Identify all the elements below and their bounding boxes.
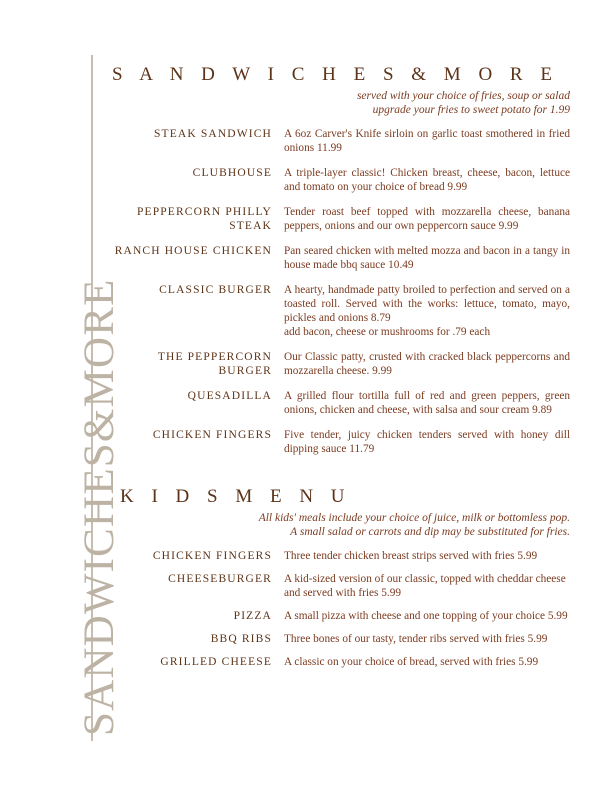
menu-item-description: Three tender chicken breast strips served with fries 5.99: [284, 550, 538, 562]
menu-item-description: A small pizza with cheese and one topping of your choice 5.99: [284, 610, 568, 622]
menu-item-description: Pan seared chicken with melted mozza and bacon in a tangy in house made bbq sauce 10.49: [284, 245, 570, 271]
menu-list-sandwiches: [110, 127, 570, 456]
menu-item-name: THE PEPPERCORN BURGER: [157, 351, 272, 377]
menu-item-row: [110, 609, 570, 623]
menu-item-row: [110, 127, 570, 155]
menu-item-row: [110, 549, 570, 563]
section-heading-kids-menu: K I D S M E N U: [120, 486, 352, 507]
section-note-line: A small salad or carrots and dip may be substituted for fries.: [290, 525, 570, 538]
menu-item-description: Five tender, juicy chicken tenders served with honey dill dipping sauce 11.79: [284, 429, 570, 455]
section-heading-sandwiches: S A N D W I C H E S & M O R E: [112, 64, 559, 85]
menu-item-row: [110, 166, 570, 194]
menu-item-name: PEPPERCORN PHILLY STEAK: [136, 206, 272, 232]
menu-item-description: A grilled flour tortilla full of red and green peppers, green onions, chicken and cheese, with salsa and sour cream 9.89: [284, 390, 570, 416]
menu-item-description-extra: add bacon, cheese or mushrooms for .79 each: [284, 326, 491, 338]
menu-item-name: BBQ RIBS: [210, 633, 272, 645]
sidebar: [0, 0, 123, 792]
menu-item-description: Our Classic patty, crusted with cracked black peppercorns and mozzarella cheese. 9.99: [284, 351, 570, 377]
menu-item-name: STEAK SANDWICH: [154, 128, 272, 140]
menu-item-row: [110, 572, 570, 600]
menu-item-row: [110, 283, 570, 339]
menu-item-row: [110, 389, 570, 417]
menu-item-name: CHICKEN FINGERS: [152, 550, 272, 562]
menu-item-name: QUESADILLA: [187, 390, 272, 402]
menu-item-description: Three bones of our tasty, tender ribs served with fries 5.99: [284, 633, 548, 645]
menu-item-name: GRILLED CHEESE: [160, 656, 272, 668]
menu-item-name: CLASSIC BURGER: [159, 284, 272, 296]
menu-item-name: RANCH HOUSE CHICKEN: [114, 245, 272, 257]
menu-item-description: A classic on your choice of bread, served with fries 5.99: [284, 656, 539, 668]
menu-item-description: A 6oz Carver's Knife sirloin on garlic toast smothered in fried onions 11.99: [284, 128, 570, 154]
section-note-line: served with your choice of fries, soup or salad: [356, 90, 570, 102]
section-note-line: upgrade your fries to sweet potato for 1.99: [372, 103, 570, 116]
section-note-sandwiches: [110, 90, 570, 117]
menu-item-description: Tender roast beef topped with mozzarella cheese, banana peppers, onions and our own peppercorn sauce 9.99: [284, 206, 570, 232]
menu-list-kids: [110, 549, 570, 669]
menu-item-row: [110, 350, 570, 378]
menu-item-row: [110, 205, 570, 233]
menu-item-row: [110, 632, 570, 646]
menu-item-description-main: A hearty, handmade patty broiled to perfection and served on a toasted roll. Served with the works: lettuce, tomato, mayo, pickles and onions 8.79: [284, 284, 570, 324]
sidebar-vertical-title: SANDWICHES&MORE: [76, 278, 123, 736]
menu-item-row: [110, 244, 570, 272]
section-sandwiches: [110, 0, 570, 456]
menu-item-name: CLUBHOUSE: [192, 167, 272, 179]
section-kids-menu: [110, 472, 570, 669]
menu-item-name: CHEESEBURGER: [168, 573, 272, 585]
section-note-kids-menu: [110, 512, 570, 539]
menu-item-row: [110, 428, 570, 456]
menu-item-name: PIZZA: [233, 610, 272, 622]
menu-item-description: A triple-layer classic! Chicken breast, cheese, bacon, lettuce and tomato on your choice of bread 9.99: [284, 167, 570, 193]
menu-item-description: A kid-sized version of our classic, topped with cheddar cheese and served with fries 5.99: [284, 573, 566, 599]
menu-item-row: [110, 655, 570, 669]
menu-item-name: CHICKEN FINGERS: [152, 429, 272, 441]
menu-item-description: [284, 283, 570, 339]
menu-content: [110, 0, 570, 792]
section-note-line: All kids' meals include your choice of juice, milk or bottomless pop.: [258, 512, 570, 524]
